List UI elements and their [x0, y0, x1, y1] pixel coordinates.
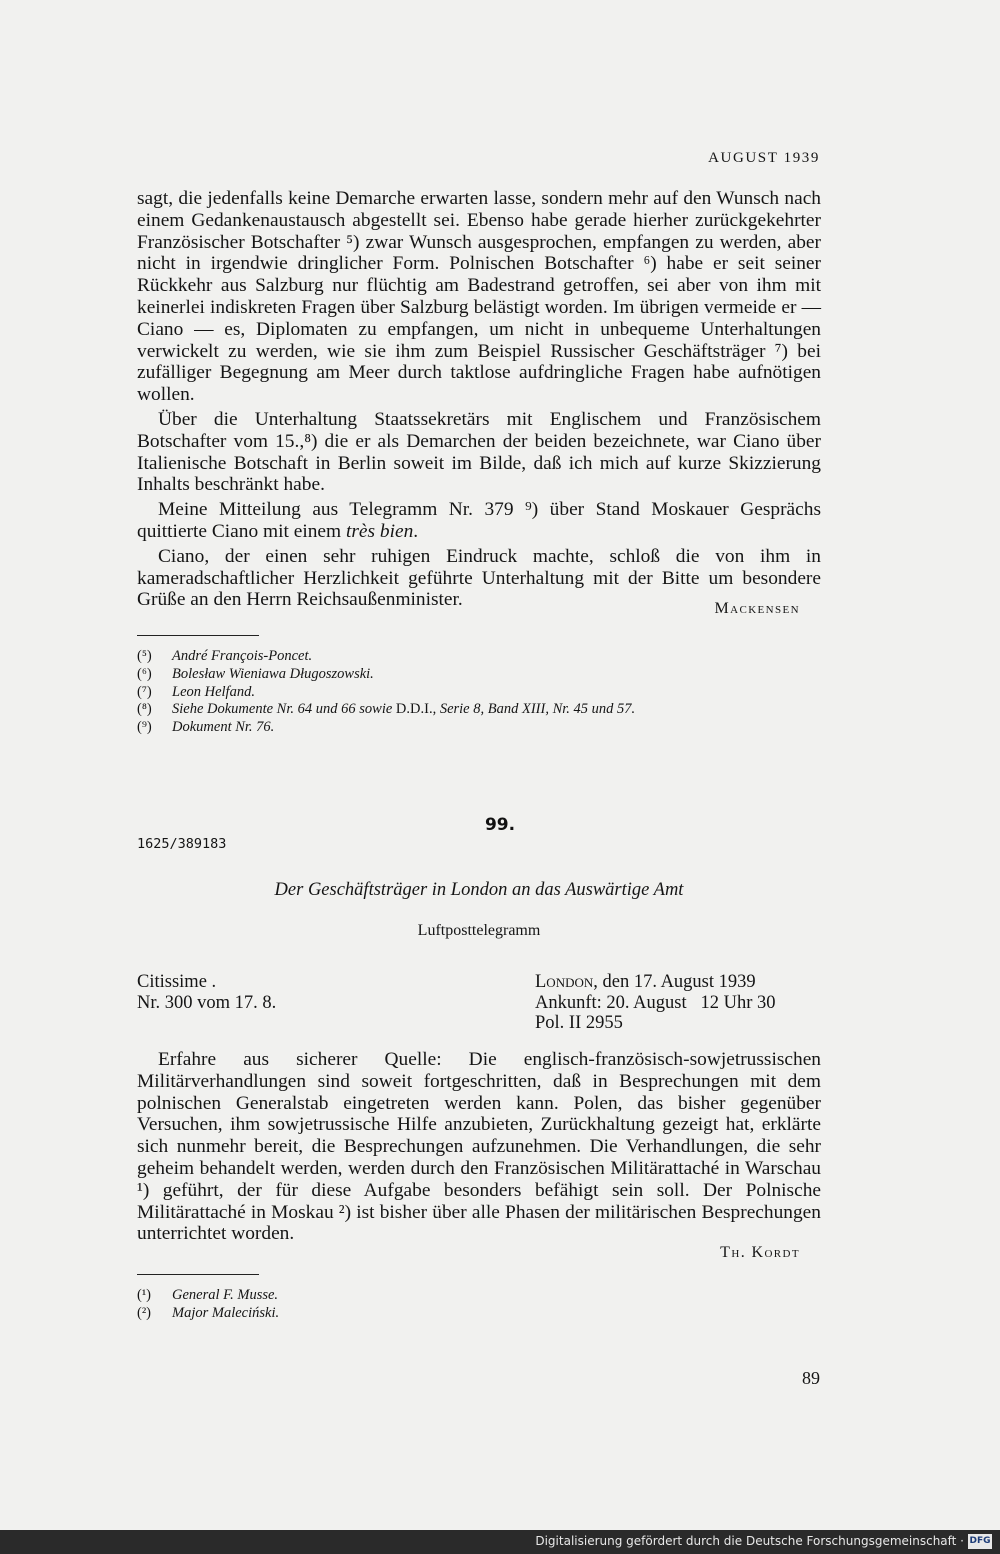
doc98-paragraph-1: sagt, die jedenfalls keine Demarche erwarten lasse, sondern mehr auf den Wunsch nach einem Gedankenaustausch abgestellt sei. Ebenso habe gerade hierher zurückgekehrter Französischer Botschafter ⁵) zwar Wunsch ausgesprochen, empfangen zu werden, aber nicht in irgendwie dringlicher Form. Polnischen Botschafter ⁶) habe er seit seiner Rückkehr aus Salzburg nur flüchtig am Badestrand getroffen, sei aber von ihm mit keinerlei indiskreten Fragen über Salzburg belästigt worden. Im übrigen vermeide er — Ciano — es, Diplomaten zu empfangen, um nicht in unbequeme Unterhaltungen verwickelt zu werden, wie sie ihm zum Beispiel Russischer Geschäftsträger ⁷) bei zufälliger Begegnung am Meer durch taktlose aufdringliche Fragen habe aufnötigen wollen.	[137, 188, 821, 406]
doc98-italic-phrase: très bien	[345, 520, 414, 542]
footnote-rule-1	[137, 635, 259, 636]
footnote-7: (⁷) Leon Helfand.	[137, 683, 255, 700]
date: , den 17. August 1939	[593, 972, 756, 992]
footnote-9: (⁹) Dokument Nr. 76.	[137, 719, 275, 736]
doc98-signature: Mackensen	[714, 600, 800, 617]
document-type: Luftposttelegramm	[417, 922, 541, 939]
doc98-paragraph-4: Ciano, der einen sehr ruhigen Eindruck machte, schloß die von ihm in kameradschaftlicher Herzlichkeit geführte Unterhaltung mit der Bitte um besondere Grüße an den Herrn Reichsaußenminister.	[137, 545, 821, 611]
footer-bar	[0, 1530, 1000, 1554]
doc98-period: .	[413, 520, 419, 542]
footnote-5: (⁵) André François-Poncet.	[137, 648, 313, 664]
doc98-paragraph-3	[137, 499, 821, 543]
footnote-8: (⁸) Siehe Dokumente Nr. 64 und 66 sowie D.D.I., Serie 8, Band XIII, Nr. 45 und 57.	[137, 701, 636, 718]
doc99-footnotes	[137, 1287, 837, 1323]
page-number: 89	[802, 1368, 820, 1388]
document-number: 99.	[484, 815, 516, 835]
footnote-1: (¹) General F. Musse.	[137, 1287, 279, 1303]
doc98-text	[137, 188, 821, 611]
doc98-paragraph-2: Über die Unterhaltung Staatssekretärs mit Englischem und Französischem Botschafter vom 15.,⁸) die er als Demarchen der beiden bezeichnete, war Ciano über Italienische Botschaft in Berlin soweit im Bilde, daß ich mich auf kurze Skizzierung Inhalts beschränkt habe.	[137, 408, 821, 496]
doc99-body: Erfahre aus sicherer Quelle: Die englisch-französisch-sowjetrussischen Militärverhandlungen sind soweit fortgeschritten, daß in Besprechungen mit dem polnischen Generalstab eingetreten werden kann. Polen, das bisher gegenüber Versuchen, ihm sowjetrussische Hilfe anzubieten, Zurückhaltung gezeigt hat, erklärte sich nunmehr bereit, die Besprechungen aufzunehmen. Die Verhandlungen, die sehr geheim behandelt werden, werden durch den Französischen Militärattaché in Warschau ¹) geführt, der für diese Aufgabe besonders befähigt sein soll. Der Polnische Militärattaché in Moskau ²) ist bisher über alle Phasen der militärischen Besprechungen unterrichtet worden.	[137, 1049, 821, 1245]
document-title: Der Geschäftsträger in London an das Auswärtige Amt	[274, 880, 684, 900]
reference: Pol. II 2955	[535, 1013, 623, 1034]
telegram-header-left	[137, 972, 276, 1013]
dfg-logo-icon: DFG	[968, 1534, 992, 1549]
funding-notice: Digitalisierung gefördert durch die Deutsche Forschungsgemeinschaft ·	[535, 1534, 964, 1548]
doc99-text	[137, 1049, 821, 1245]
arrival: Ankunft: 20. August 12 Uhr 30	[535, 992, 776, 1013]
place-date	[535, 972, 825, 993]
doc99-signature: Th. Kordt	[720, 1244, 800, 1261]
footnote-rule-2	[137, 1274, 259, 1275]
doc98-footnotes	[137, 648, 837, 737]
place: London	[535, 972, 594, 992]
doc98-paragraph-3-text: Meine Mitteilung aus Telegramm Nr. 379 ⁹) über Stand Moskauer Gesprächs quittierte Ciano mit einem	[137, 499, 821, 542]
footnote-6: (⁶) Bolesław Wieniawa Długoszowski.	[137, 665, 374, 682]
footnote-2: (²) Major Maleciński.	[137, 1304, 280, 1321]
priority-label: Citissime .	[137, 972, 217, 992]
telegram-header-right	[535, 972, 825, 1034]
running-head: AUGUST 1939	[708, 150, 820, 166]
telegram-number: Nr. 300 vom 17. 8.	[137, 992, 277, 1013]
file-number: 1625/389183	[137, 836, 227, 852]
